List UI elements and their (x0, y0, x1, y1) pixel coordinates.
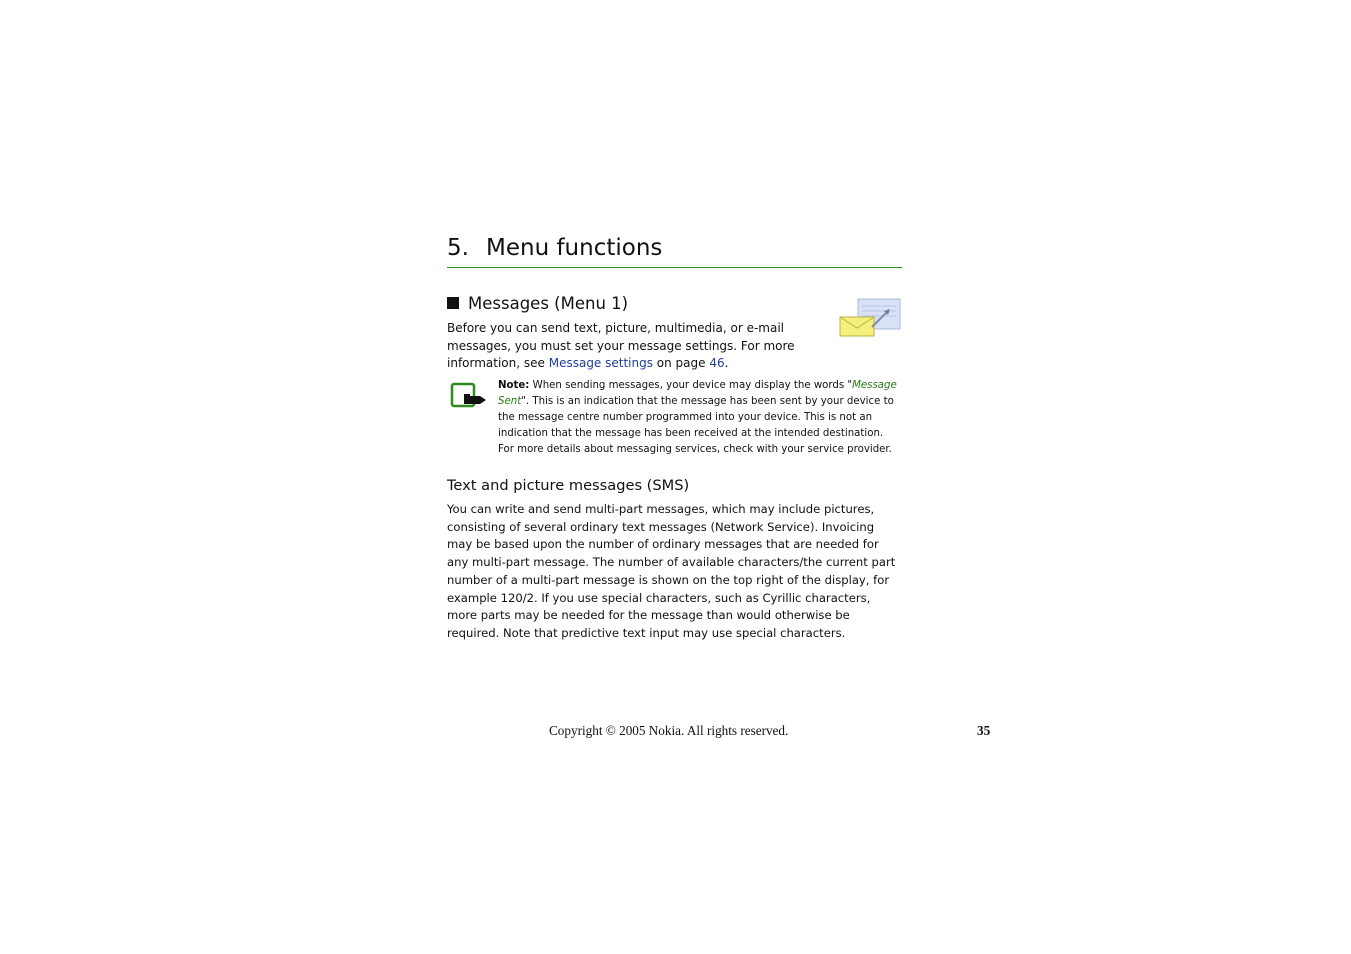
chapter-number: 5. (447, 235, 469, 261)
copyright-footer: Copyright © 2005 Nokia. All rights reserved. (549, 723, 789, 738)
sms-paragraph: You can write and send multi-part messages, which may include pictures, consisting of several ordinary text messages (Network Service). Invoicing may be based upon the number of ordinary messages that are needed for any multi-part message. The number of available characters/the current part number of a multi-part message is shown on the top right of the display, for example 120/2. If you use special characters, such as Cyrillic characters, more parts may be needed for the message than would otherwise be required. Note that predictive text input may use special characters. (447, 502, 896, 640)
intro-text-3: . (724, 356, 729, 371)
note-emphasis: Message Sent (498, 380, 897, 407)
envelope-icon (836, 297, 902, 339)
intro-text-1: Before you can send text, picture, multimedia, or e-mail messages, you must set your message settings. For more information, see (447, 321, 795, 371)
section-heading (447, 293, 628, 315)
chapter-divider (447, 267, 902, 268)
section-heading-text: Messages (Menu 1) (468, 294, 629, 313)
message-settings-link[interactable]: Message settings (548, 356, 653, 371)
subsection-heading: Text and picture messages (SMS) (447, 477, 690, 494)
intro-text-2: on page (652, 356, 710, 371)
chapter-title (447, 232, 902, 264)
square-bullet-icon (447, 297, 459, 309)
note-label: Note: (498, 380, 530, 391)
page-number: 35 (977, 723, 991, 738)
intro-paragraph (447, 320, 827, 373)
page-reference-link[interactable]: 46 (709, 356, 725, 371)
hand-pointer-icon (450, 382, 490, 410)
chapter-title-text: Menu functions (486, 235, 663, 261)
note-text-2: ". This is an indication that the message has been sent by your device to the message centre number programmed into your device. This is not an indication that the message has been received at the intended destination. For more details about messaging services, check with your service provider. (498, 396, 894, 455)
note-paragraph (498, 378, 902, 458)
note-text-1: When sending messages, your device may display the words " (529, 380, 853, 391)
